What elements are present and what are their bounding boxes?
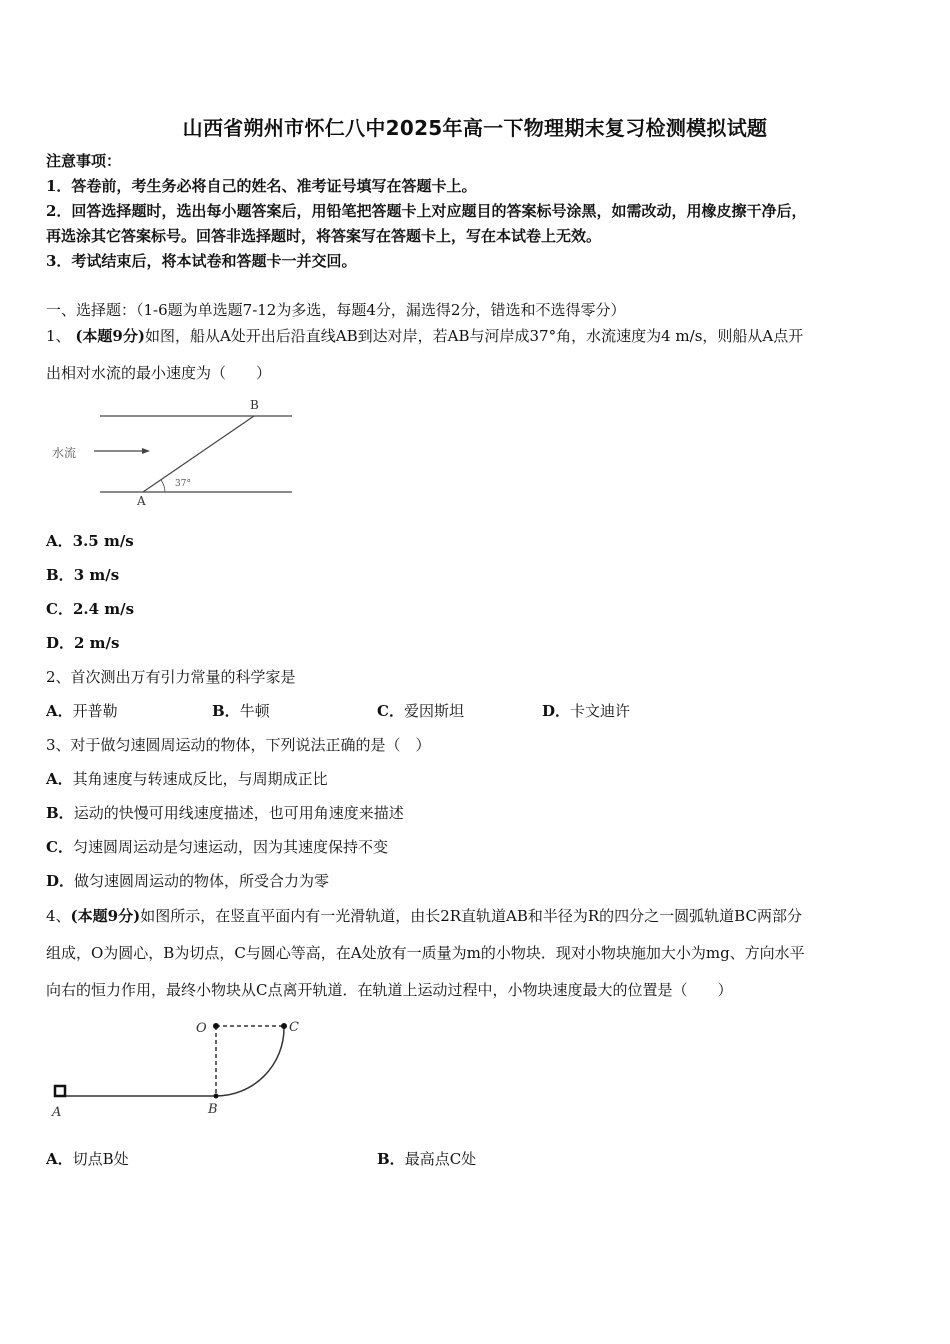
label-o: O <box>196 1021 207 1036</box>
label-angle: 37° <box>175 479 191 489</box>
notice-item-2a: 2．回答选择题时，选出每小题答案后，用铅笔把答题卡上对应题目的答案标号涂黑，如需改动，用橡皮擦干净后， <box>46 202 807 220</box>
question-2-option-c: C．爱因斯坦 <box>377 702 464 720</box>
question-4-number: 4、 <box>46 907 71 925</box>
point-c <box>281 1023 287 1029</box>
label-b: B <box>250 398 259 412</box>
flow-arrowhead <box>142 448 150 454</box>
question-2-option-b: B．牛顿 <box>212 702 270 720</box>
question-4-marks: (本题9分) <box>70 907 141 925</box>
question-1-text-a: 如图，船从A处开出后沿直线AB到达对岸，若AB与河岸成37°角，水流速度为4 m/s，则船从A点开 <box>144 327 804 345</box>
path-ab <box>143 416 254 492</box>
question-2-option-d: D．卡文迪许 <box>542 702 631 720</box>
question-1-line-1 <box>46 326 803 346</box>
question-1-option-c: C．2.4 m/s <box>46 600 135 618</box>
question-4-option-b: B．最高点C处 <box>377 1150 477 1168</box>
question-4-line-1 <box>46 906 802 926</box>
notice-item-2b: 再选涂其它答案标号。回答非选择题时，将答案写在答题卡上，写在本试卷上无效。 <box>46 227 602 245</box>
question-1-marks: (本题9分) <box>75 327 145 345</box>
label-a: A <box>137 494 146 508</box>
question-3-option-a: A．其角速度与转速成反比，与周期成正比 <box>46 770 328 788</box>
label-a: A <box>52 1105 62 1120</box>
question-4-option-a: A．切点B处 <box>46 1150 129 1168</box>
question-1-line-2: 出相对水流的最小速度为（ ） <box>46 364 272 382</box>
notice-item-1: 1．答卷前，考生务必将自己的姓名、准考证号填写在答题卡上。 <box>46 177 477 195</box>
question-3-option-d: D．做匀速圆周运动的物体，所受合力为零 <box>46 872 330 890</box>
notice-heading: 注意事项： <box>46 152 122 170</box>
question-4-text-a: 如图所示，在竖直平面内有一光滑轨道，由长2R直轨道AB和半径为R的四分之一圆弧轨道BC两部分 <box>140 907 802 925</box>
section-heading: 一、选择题：（1-6题为单选题7-12为多选，每题4分，漏选得2分，错选和不选得零分） <box>46 301 626 319</box>
notice-item-3: 3．考试结束后，将本试卷和答题卡一并交回。 <box>46 252 357 270</box>
point-o <box>213 1023 219 1029</box>
question-3-text: 3、对于做匀速圆周运动的物体，下列说法正确的是（ ） <box>46 736 431 754</box>
label-flow: 水流 <box>52 446 77 460</box>
angle-arc <box>161 480 165 492</box>
question-2-text: 2、首次测出万有引力常量的科学家是 <box>46 668 296 686</box>
label-c: C <box>289 1020 299 1035</box>
question-1-option-d: D．2 m/s <box>46 634 120 652</box>
question-1-option-a: A．3.5 m/s <box>46 532 134 550</box>
question-3-option-b: B．运动的快慢可用线速度描述，也可用角速度来描述 <box>46 804 404 822</box>
question-4-line-3: 向右的恒力作用，最终小物块从C点离开轨道．在轨道上运动过程中，小物块速度最大的位置是（ ） <box>46 981 733 999</box>
question-1-number: 1、 <box>46 327 71 345</box>
question-3-option-c: C．匀速圆周运动是匀速运动，因为其速度保持不变 <box>46 838 388 856</box>
label-b: B <box>208 1102 218 1117</box>
question-4-line-2: 组成，O为圆心，B为切点，C与圆心等高，在A处放有一质量为m的小物块．现对小物块施加大小为mg、方向水平 <box>46 944 805 962</box>
question-4-figure <box>46 1012 316 1122</box>
question-1-figure <box>46 392 306 512</box>
track-arc-bc <box>216 1028 284 1096</box>
point-b <box>214 1094 219 1099</box>
question-1-option-b: B．3 m/s <box>46 566 120 584</box>
block-a <box>55 1086 65 1096</box>
page-title: 山西省朔州市怀仁八中2025年高一下物理期末复习检测模拟试题 <box>182 116 768 140</box>
question-2-option-a: A．开普勒 <box>46 702 118 720</box>
